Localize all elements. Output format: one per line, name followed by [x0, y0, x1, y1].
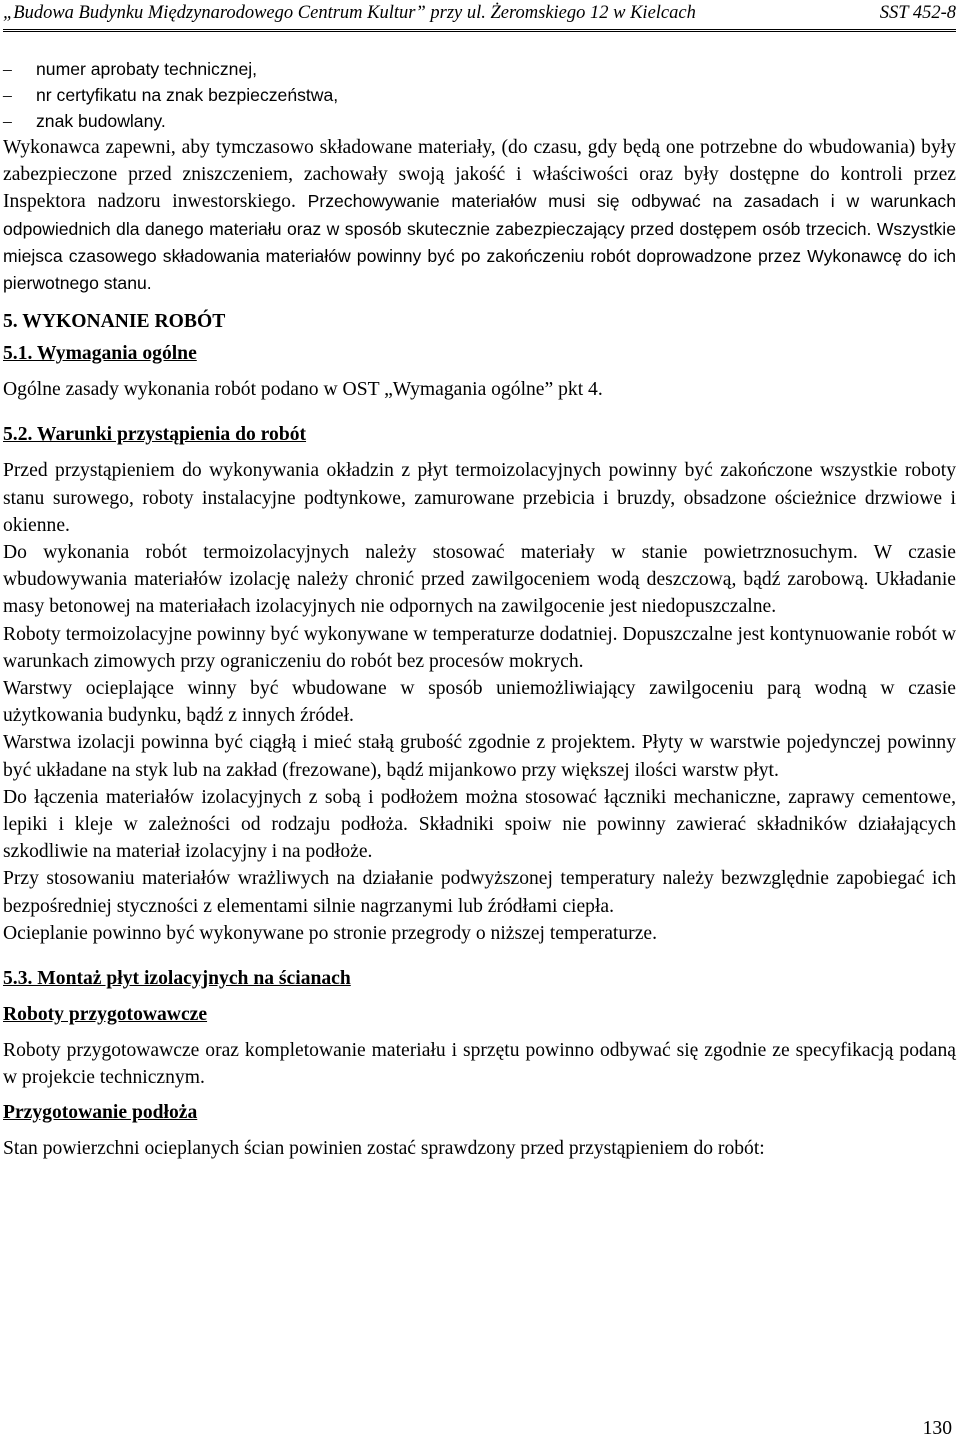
header-doc-code: SST 452-8: [879, 3, 956, 23]
dash-bullet: –: [3, 85, 12, 105]
storage-paragraph: Wykonawca zapewni, aby tymczasowo składowane materiały, (do czasu, gdy będą one potrzebne do wbudowania) były zabezpieczone przed zniszczeniem, zachowały swoją jakość i właściwości oraz były dostępne do kontroli przez Inspektora nadzoru inwestorskiego. Przechowywanie materiałów musi się odbywać na zasadach i w warunkach odpowiednich dla danego materiału oraz w sposób skutecznie zabezpieczający przed dostępem osób trzecich. Wszystkie miejsca czasowego składowania materiałów powinny być po zakończeniu robót doprowadzone przez Wykonawcę do ich pierwotnego stanu.: [3, 137, 956, 294]
header-title: „Budowa Budynku Międzynarodowego Centrum Kultur” przy ul. Żeromskiego 12 w Kielcach: [3, 3, 696, 23]
subheading-preparatory-works: Roboty przygotowawcze: [3, 1004, 208, 1026]
list-item: – znak budowlany.: [3, 108, 956, 134]
dash-list: [3, 56, 956, 134]
section-5-1-text: Ogólne zasady wykonania robót podano w OST „Wymagania ogólne” pkt 4.: [3, 379, 603, 401]
paragraph: Roboty termoizolacyjne powinny być wykonywane w temperaturze dodatniej. Dopuszczalne jest kontynuowanie robót w warunkach zimowych przy ograniczeniu do robót bez procesów mokrych.: [3, 623, 956, 672]
page-number: 130: [922, 1418, 952, 1439]
section-heading-5-1: 5.1. Wymagania ogólne: [3, 343, 197, 365]
list-item: – numer aprobaty technicznej,: [3, 56, 956, 82]
section-heading-5-3: 5.3. Montaż płyt izolacyjnych na ścianach: [3, 968, 351, 990]
paragraph: Przed przystąpieniem do wykonywania okładzin z płyt termoizolacyjnych powinny być zakończone wszystkie roboty stanu surowego, roboty instalacyjne podtynkowe, zamurowane przebicia i bruzdy, obsadzone ościeżnice drzwiowe i okienne.: [3, 460, 956, 536]
paragraph: Przy stosowaniu materiałów wrażliwych na działanie podwyższonej temperatury należy bezwzględnie zapobiegać ich bezpośredniej styczności z elementami silnie nagrzanymi lub źródłami ciepła.: [3, 868, 956, 917]
dash-bullet: –: [3, 59, 12, 79]
list-item: – nr certyfikatu na znak bezpieczeństwa,: [3, 82, 956, 108]
section-heading-5-2: 5.2. Warunki przystąpienia do robót: [3, 424, 307, 446]
dash-bullet: –: [3, 111, 12, 131]
preparatory-works-text: Roboty przygotowawcze oraz kompletowanie materiału i sprzętu powinno odbywać się zgodnie ze specyfikacją podaną w projekcie technicznym.: [3, 1040, 956, 1089]
paragraph: Do łączenia materiałów izolacyjnych z sobą i podłożem można stosować łączniki mechaniczne, zaprawy cementowe, lepiki i kleje w zależności od rodzaju podłoża. Składniki spoiw nie powinny zawierać składników działających szkodliwie na materiał izolacyjny i na podłoże.: [3, 786, 956, 863]
paragraph: Do wykonania robót termoizolacyjnych należy stosować materiały w stanie powietrznosuchym. W czasie wbudowywania materiałów izolację należy chronić przed zawilgoceniem wodą deszczową, bądź zarobową. Układanie masy betonowej na materiałach izolacyjnych nie odpornych na zawilgocenie jest niedopuszczalne.: [3, 542, 956, 618]
paragraph: Warstwy ocieplające winny być wbudowane w sposób uniemożliwiający zawilgoceniu parą wodną w czasie użytkowania budynku, bądź z innych źródeł.: [3, 678, 956, 727]
document-body: [3, 56, 956, 1163]
paragraph: Ocieplanie powinno być wykonywane po stronie przegrody o niższej temperaturze.: [3, 922, 657, 944]
subheading-substrate-preparation: Przygotowanie podłoża: [3, 1102, 198, 1124]
paragraph: Warstwa izolacji powinna być ciągłą i mieć stałą grubość zgodnie z projektem. Płyty w warstwie pojedynczej powinny być układane na styk lub na zakład (frezowane), bądź mijankowo przy większej ilości warstw płyt.: [3, 732, 956, 781]
running-header: [3, 0, 956, 32]
section-heading-5: 5. WYKONANIE ROBÓT: [3, 311, 226, 333]
substrate-preparation-text: Stan powierzchni ocieplanych ścian powinien zostać sprawdzony przed przystąpieniem do robót:: [3, 1138, 765, 1160]
